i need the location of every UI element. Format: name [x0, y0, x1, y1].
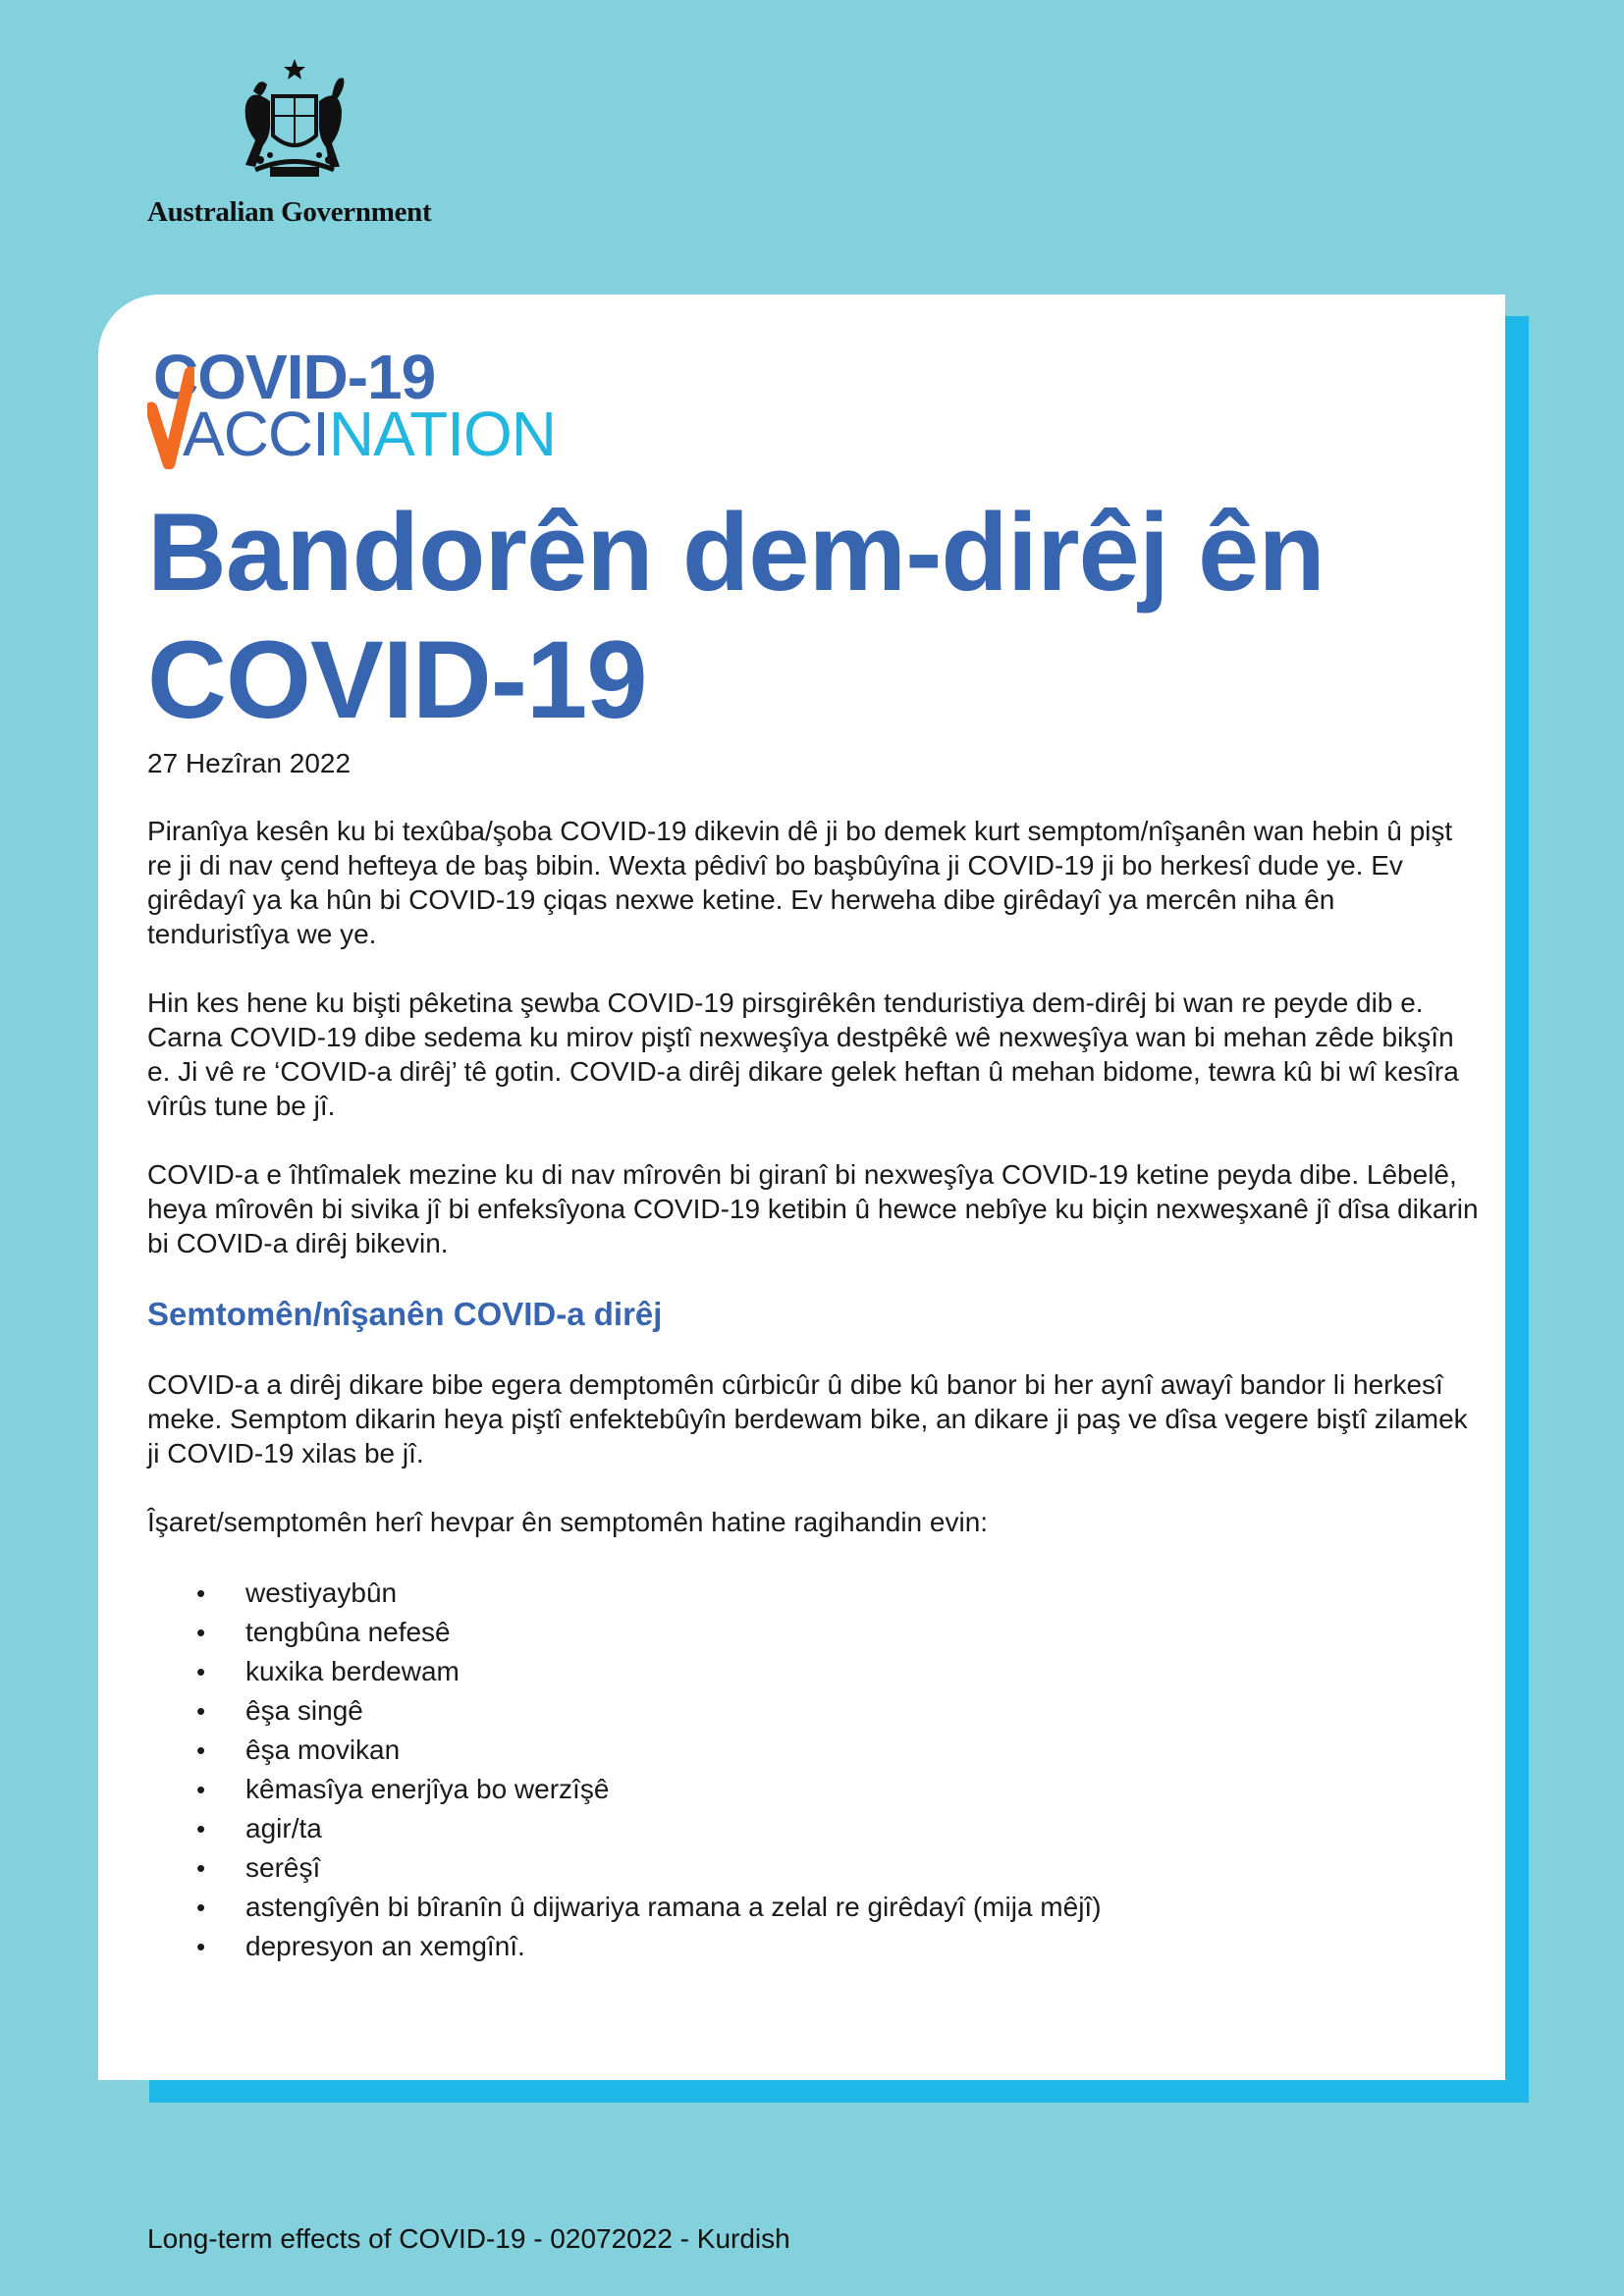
- logo-covid-text: COVID-19: [153, 342, 436, 412]
- bullet-icon: •: [196, 1893, 206, 1922]
- bullet-icon: •: [196, 1853, 206, 1883]
- section-paragraph: COVID-a a dirêj dikare bibe egera demptomên cûrbicûr û dibe kû banor bi her aynî awayî bandor li herkesî meke. Semptom dikarin heya piştî enfektebûyîn berdewam bike, an dikare ji paş ve dîsa vegere biştî zilamek ji COVID-19 xilas be jî.: [147, 1369, 1468, 1468]
- intro-paragraph-3: COVID-a e îhtîmalek mezine ku di nav mîrovên bi giranî bi nexweşîya COVID-19 ketine peyda dibe. Lêbelê, heya mîrovên bi sivika jî bi enfeksîyona COVID-19 ketibin û hewce nebîye ku biçin nexweşxanê jî dîsa dikarin bi COVID-a dirêj bikevin.: [147, 1159, 1479, 1258]
- symptoms-intro: Îşaret/semptomên herî hevpar ên semptomên hatine ragihandin evin:: [147, 1507, 989, 1537]
- list-item: • astengîyên bi bîranîn û dijwariya ramana a zelal re girêdayî (mija mêjî): [196, 1888, 1483, 1927]
- bullet-icon: •: [196, 1814, 206, 1843]
- list-item: • êşa movikan: [196, 1731, 1483, 1770]
- intro-paragraph-1: Piranîya kesên ku bi texûba/şoba COVID-19 dikevin dê ji bo demek kurt semptom/nîşanên wan hebin û pişt re ji di nav çend hefteya de baş bibin. Wexta pêdivî bo başbûyîna ji COVID-19 ji bo herkesî dude ye. Ev girêdayî ya ka hûn bi COVID-19 çiqas nexwe ketine. Ev herweha dibe girêdayî ya mercên niha ên tenduristîya we ye.: [147, 816, 1453, 949]
- logo-vaccination-part1: ACCI: [183, 399, 329, 469]
- government-header: [147, 57, 452, 234]
- list-item: • kêmasîya enerjîya bo werzîşê: [196, 1770, 1483, 1809]
- list-item: • westiyaybûn: [196, 1574, 1483, 1613]
- publication-date: 27 Hezîran 2022: [147, 748, 352, 778]
- covid-vaccination-logo: [147, 342, 599, 469]
- page-footer: Long-term effects of COVID-19 - 02072022 - Kurdish: [147, 2223, 790, 2254]
- list-item: • êşa singê: [196, 1691, 1483, 1731]
- bullet-icon: •: [196, 1735, 206, 1765]
- document-body: [147, 746, 1483, 1966]
- logo-vaccination-text: [183, 399, 556, 469]
- list-item: • depresyon an xemgînî.: [196, 1927, 1483, 1966]
- intro-paragraph-2: Hin kes hene ku bişti pêketina şewba COVID-19 pirsgirêkên tenduristiya dem-dirêj bi wan re peyde dib e. Carna COVID-19 dibe sedema ku mirov piştî nexweşîya destpêkê wê nexweşîya wan bi mehan zêde bikşîn e. Ji vê re ‘COVID-a dirêj’ tê gotin. COVID-a dirêj dikare gelek heftan û mehan bidome, tewra kû bi wî kesîra vîrûs tune be jî.: [147, 988, 1459, 1121]
- list-item: • agir/ta: [196, 1809, 1483, 1848]
- bullet-icon: •: [196, 1578, 206, 1608]
- bullet-icon: •: [196, 1618, 206, 1647]
- list-item: • kuxika berdewam: [196, 1652, 1483, 1691]
- section-heading: Semtomên/nîşanên COVID-a dirêj: [147, 1296, 663, 1332]
- government-name: Australian Government: [147, 196, 432, 228]
- list-item: • serêşî: [196, 1848, 1483, 1888]
- bullet-icon: •: [196, 1932, 206, 1961]
- bullet-icon: •: [196, 1657, 206, 1686]
- symptoms-list: [147, 1574, 1483, 1966]
- logo-vaccination-part2: NATION: [328, 399, 556, 469]
- bullet-icon: •: [196, 1696, 206, 1726]
- page-title: Bandorên dem-dirêj ên COVID-19: [147, 491, 1325, 741]
- list-item: • tengbûna nefesê: [196, 1613, 1483, 1652]
- bullet-icon: •: [196, 1775, 206, 1804]
- coat-of-arms-icon: [216, 57, 373, 194]
